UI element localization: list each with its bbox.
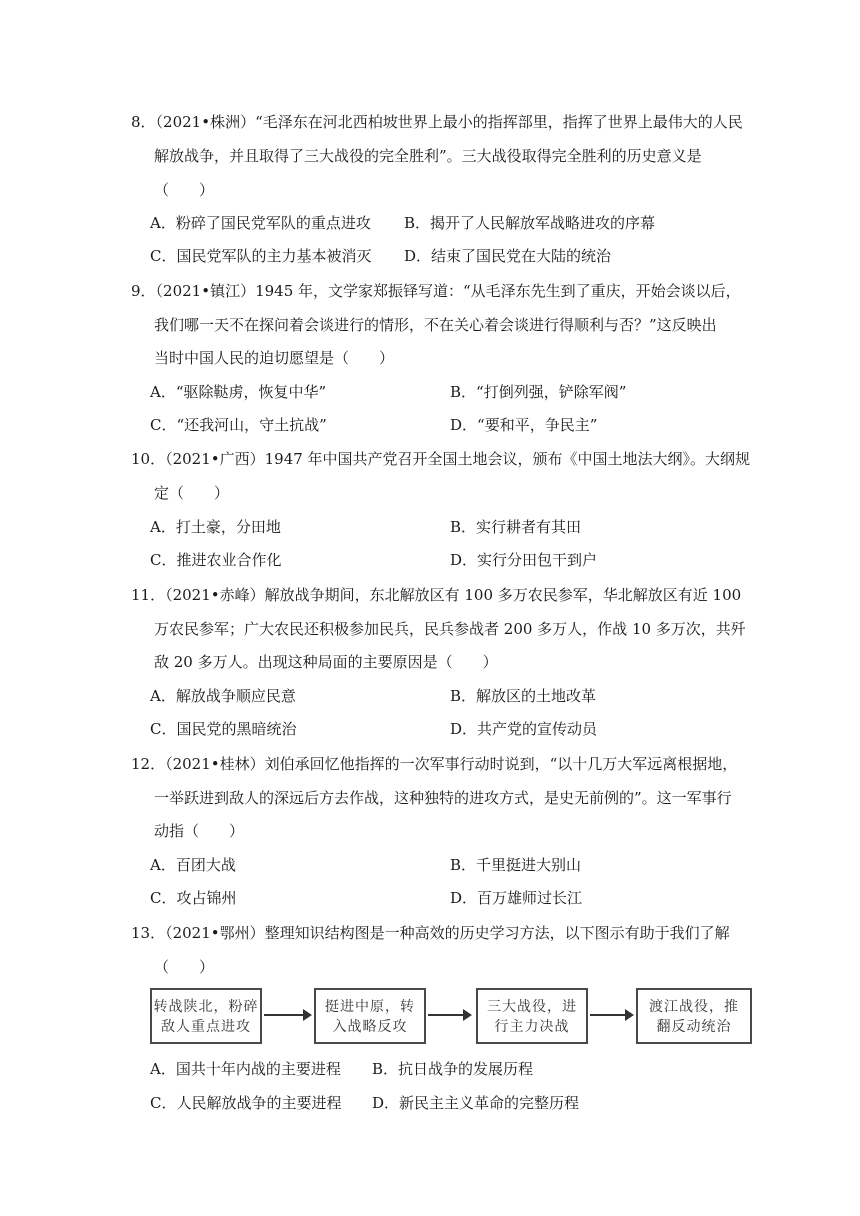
question-13-option-c: C．人民解放战争的主要进程 [150, 1094, 342, 1112]
question-9-line-2: 我们哪一天不在探问着会谈进行的情形，不在关心着会谈进行得顺利与否？”这反映出 [154, 316, 717, 334]
flow-step-1-line-2: 敌人重点进攻 [161, 1019, 251, 1035]
question-12-line-2: 一举跃进到敌人的深远后方去作战，这种独特的进攻方式，是史无前例的”。这一军事行 [154, 789, 732, 807]
question-10-line-1: 10．（2021•广西）1947 年中国共产党召开全国土地会议，颁布《中国土地法大纲》。大纲规 [131, 450, 751, 468]
question-9-line-3: 当时中国人民的迫切愿望是（ ） [154, 349, 395, 367]
question-8-line-2: 解放战争，并且取得了三大战役的完全胜利”。三大战役取得完全胜利的历史意义是 [154, 147, 702, 165]
question-9-option-c: C．“还我河山，守土抗战” [150, 416, 327, 434]
question-10-line-2: 定（ ） [154, 484, 230, 502]
question-9-option-d: D．“要和平，争民主” [450, 416, 598, 434]
question-11-option-a: A．解放战争顺应民意 [150, 687, 296, 705]
flow-step-1-line-1: 转战陕北，粉碎 [153, 999, 259, 1015]
question-8-option-a: A．粉碎了国民党军队的重点进攻 [150, 214, 371, 232]
question-11-line-1: 11．（2021•赤峰）解放战争期间，东北解放区有 100 多万农民参军，华北解放区有近 100 [131, 586, 742, 604]
question-13-option-d: D．新民主主义革命的完整历程 [372, 1094, 580, 1112]
flow-step-3 [476, 988, 588, 1044]
question-12-option-c: C．攻占锦州 [150, 889, 237, 907]
flow-arrow-3 [590, 1014, 632, 1016]
flow-step-2-line-2: 入战略反攻 [332, 1019, 408, 1035]
question-8-option-d: D．结束了国民党在大陆的统治 [404, 247, 612, 265]
question-11-option-c: C．国民党的黑暗统治 [150, 720, 297, 738]
question-8-line-1: 8．（2021•株洲）“毛泽东在河北西柏坡世界上最小的指挥部里，指挥了世界上最伟大的人民 [131, 113, 743, 131]
question-9-option-b: B．“打倒列强，铲除军阀” [450, 383, 627, 401]
question-11-line-2: 万农民参军；广大农民还积极参加民兵，民兵参战者 200 多万人，作战 10 多万次，共歼 [154, 620, 746, 638]
question-13-option-a: A．国共十年内战的主要进程 [150, 1060, 341, 1078]
question-8-option-c: C．国民党军队的主力基本被消灭 [150, 247, 372, 265]
flow-step-4-line-1: 渡江战役，推 [649, 999, 739, 1015]
flow-step-4 [636, 988, 752, 1044]
flow-step-2 [314, 988, 426, 1044]
flow-step-1 [150, 988, 262, 1044]
question-10-option-b: B．实行耕者有其田 [450, 518, 582, 536]
question-8-line-3: （ ） [154, 181, 215, 199]
flow-step-4-line-2: 翻反动统治 [656, 1019, 732, 1035]
question-13-line-2: （ ） [154, 958, 215, 976]
question-10-option-a: A．打土豪，分田地 [150, 518, 281, 536]
question-13-line-1: 13．（2021•鄂州）整理知识结构图是一种高效的历史学习方法，以下图示有助于我们了解 [131, 924, 730, 942]
flow-step-2-line-1: 挺进中原，转 [325, 999, 415, 1015]
question-12-option-a: A．百团大战 [150, 856, 236, 874]
question-11-line-3: 敌 20 多万人。出现这种局面的主要原因是（ ） [154, 653, 498, 671]
question-13-option-b: B．抗日战争的发展历程 [372, 1060, 534, 1078]
flow-step-3-line-2: 行主力决战 [494, 1019, 570, 1035]
question-12-line-1: 12．（2021•桂林）刘伯承回忆他指挥的一次军事行动时说到，“以十几万大军远离根据地， [131, 755, 738, 773]
question-12-option-d: D．百万雄师过长江 [450, 889, 583, 907]
question-11-option-d: D．共产党的宣传动员 [450, 720, 598, 738]
question-9-option-a: A．“驱除鞑虏，恢复中华” [150, 383, 327, 401]
flow-step-3-line-1: 三大战役，进 [487, 999, 577, 1015]
flow-arrow-1 [264, 1014, 310, 1016]
question-12-line-3: 动指（ ） [154, 822, 245, 840]
question-10-option-c: C．推进农业合作化 [150, 551, 282, 569]
question-12-option-b: B．千里挺进大别山 [450, 856, 582, 874]
question-8-option-b: B．揭开了人民解放军战略进攻的序幕 [404, 214, 656, 232]
question-11-option-b: B．解放区的土地改革 [450, 687, 597, 705]
knowledge-flowchart [150, 984, 754, 1050]
question-9-line-1: 9．（2021•镇江）1945 年，文学家郑振铎写道：“从毛泽东先生到了重庆，开始会谈以后， [131, 282, 741, 300]
question-10-option-d: D．实行分田包干到户 [450, 551, 598, 569]
flow-arrow-2 [428, 1014, 470, 1016]
